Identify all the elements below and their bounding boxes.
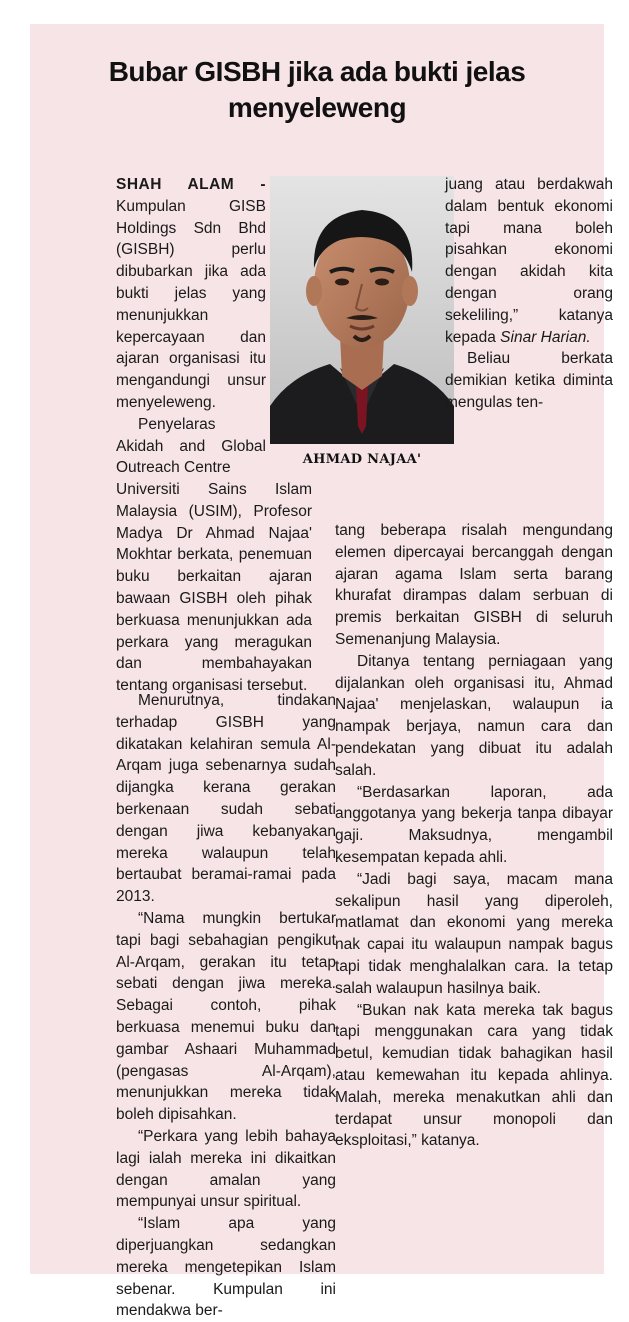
portrait-photo bbox=[270, 176, 454, 444]
portrait-illustration bbox=[270, 176, 454, 444]
column-1-mid bbox=[116, 479, 312, 697]
column-1-bottom bbox=[116, 690, 336, 1322]
paragraph: Menurutnya, tindakan terhadap GISBH yang dikatakan kelahiran semula Al-Arqam juga sebenarnya sudah dijangka kerana gerakan berkenaan sudah sebati dengan jiwa kebanyakan mereka walaupun telah bertaubat beramai-ramai pada 2013. bbox=[116, 692, 336, 906]
paragraph: “Berdasarkan laporan, ada anggotanya yang bekerja tanpa dibayar gaji. Maksudnya, mengambil kesempatan kepada ahli. bbox=[335, 783, 613, 866]
paragraph: “Bukan nak kata mereka tak bagus tapi menggunakan cara yang tidak betul, kemudian tidak bahagikan hasil atau kemewahan itu kepada ahlinya. Malah, mereka menakutkan ahli dan terdapat unsur monopoli dan eksploitasi,” katanya. bbox=[335, 1001, 613, 1150]
column-3-top bbox=[445, 174, 613, 414]
paragraph: Ditanya tentang perniagaan yang dijalankan oleh organisasi itu, Ahmad Najaa' menjelaskan, walaupun ia nampak berjaya, namun cara dan pendekatan yang dibuat itu adalah salah. bbox=[335, 652, 613, 779]
dateline: SHAH ALAM - bbox=[116, 176, 266, 193]
paragraph: Kumpulan GISB Holdings Sdn Bhd (GISBH) perlu dibubarkan jika ada bukti jelas yang menunjukkan kepercayaan dan ajaran organisasi itu mengandungi unsur menyeleweng. bbox=[116, 197, 266, 411]
paragraph: “Nama mungkin bertukar tapi bagi sebahagian pengikut Al-Arqam, gerakan itu tetap sebati dengan jiwa mereka. Sebagai contoh, pihak berkuasa menemui buku dan gambar Ashaari Muhammad (pengasas Al-Arqam), menunjukkan mereka tidak boleh dipisahkan. bbox=[116, 909, 336, 1124]
column-1-top bbox=[116, 174, 266, 479]
paragraph: Penyelaras Akidah and Global Outreach Centre bbox=[116, 415, 266, 477]
paragraph: “Perkara yang lebih bahaya lagi ialah mereka ini dikaitkan dengan amalan yang mempunyai unsur spiritual. bbox=[116, 1127, 336, 1211]
headline: Bubar GISBH jika ada bukti jelas menyeleweng bbox=[108, 56, 526, 123]
column-2 bbox=[335, 520, 613, 1152]
paragraph: tang beberapa risalah mengundang elemen dipercayai bercanggah dengan ajaran agama Islam serta barang khurafat dirampas dalam serbuan di premis berkaitan GISBH di seluruh Semenanjung Malaysia. bbox=[335, 522, 613, 648]
photo-caption: AHMAD NAJAA' bbox=[302, 452, 422, 467]
paragraph: “Islam apa yang diperjuangkan sedangkan mereka mengetepikan Islam sebenar. Kumpulan ini mendakwa ber- bbox=[116, 1215, 336, 1320]
paragraph: juang atau berdakwah dalam bentuk ekonomi tapi mana boleh pisahkan ekonomi dengan akidah kita dengan orang sekeliling,” katanya kepada bbox=[445, 176, 613, 346]
publication-name: Sinar Harian. bbox=[500, 328, 591, 346]
paragraph: “Jadi bagi saya, macam mana sekalipun hasil yang diperoleh, matlamat dan ekonomi yang mereka nak capai itu walaupun nampak bagus tapi tidak menghalalkan cara. Ia tetap salah walaupun hasilnya baik. bbox=[335, 870, 613, 997]
paragraph: Beliau berkata demikian ketika diminta mengulas ten- bbox=[445, 350, 613, 411]
paragraph: Universiti Sains Islam Malaysia (USIM), Profesor Madya Dr Ahmad Najaa' Mokhtar berkata, penemuan buku berkaitan ajaran bawaan GISBH oleh pihak berkuasa menunjukkan ada perkara yang meragukan dan membahayakan tentang organisasi tersebut. bbox=[116, 481, 312, 695]
newspaper-clipping bbox=[30, 24, 613, 1320]
